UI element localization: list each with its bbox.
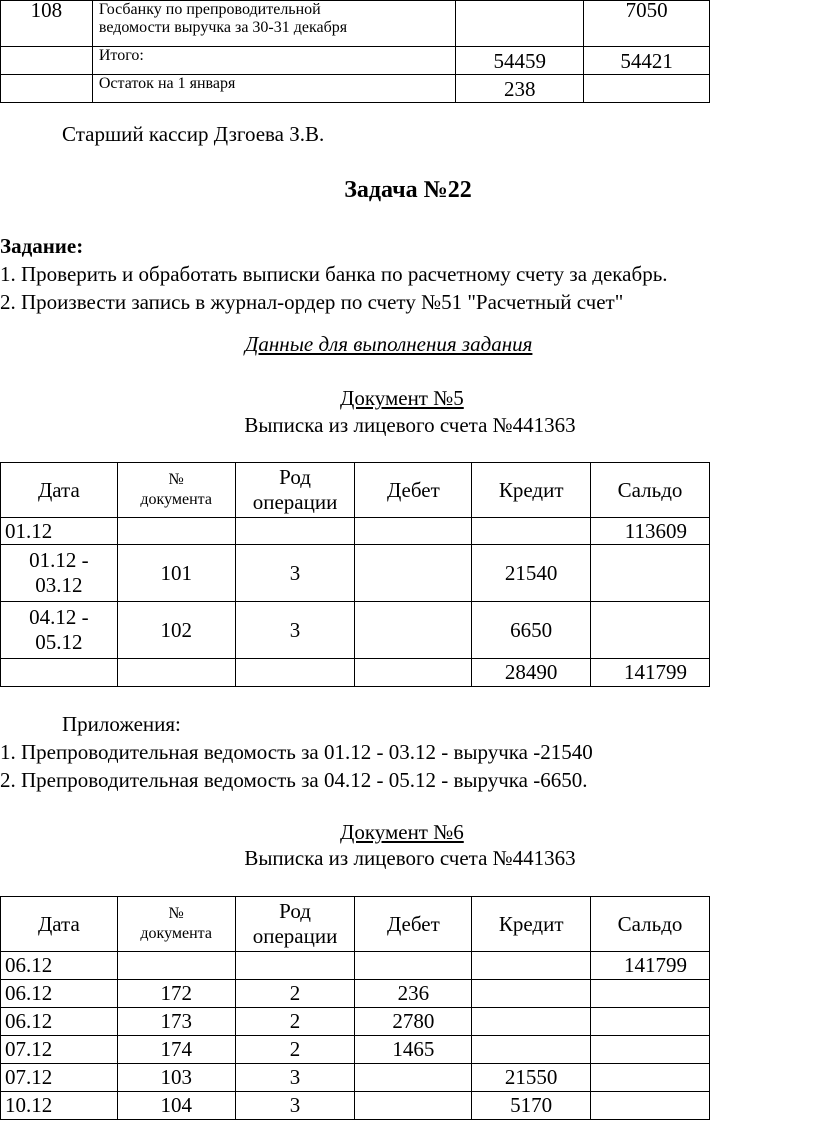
table-row [1,1092,710,1120]
cell-credit [472,952,591,980]
task-title: Задача №22 [344,177,472,203]
header-operation-line: Род [279,899,311,923]
cell-debit: 2780 [355,1008,472,1036]
row-description: Остаток на 1 января [92,75,455,103]
cell-op: 3 [235,602,355,659]
cell-saldo: 113609 [591,518,710,545]
attachments-label: Приложения: [62,712,181,736]
header-operation-line: Род [279,465,311,489]
row-number: 108 [1,1,93,47]
row-description-line: Госбанку по препроводительной [98,1,321,18]
cell-date: 10.12 [1,1092,118,1120]
cell: 54459 [456,47,584,75]
header-date: Дата [1,897,118,952]
header-doc-number-line: № [168,471,184,488]
table-row [1,980,710,1008]
cell-credit: 5170 [472,1092,591,1120]
cell-doc [117,952,235,980]
cell-credit: 6650 [472,602,591,659]
cell-doc: 172 [117,980,235,1008]
table-row [1,518,710,545]
table-row [1,602,710,659]
table-row [1,545,710,602]
cell-debit [355,545,472,602]
cell-doc: 101 [117,545,235,602]
cell-op: 3 [235,1092,355,1120]
table-row [1,1036,710,1064]
cell-saldo [591,1036,710,1064]
assignment-item: 1. Проверить и обработать выписки банка по расчетному счету за декабрь. [0,262,668,286]
header-saldo: Сальдо [591,463,710,518]
cell-saldo: 141799 [591,659,710,687]
cell-debit [355,659,472,687]
cell-credit: 28490 [472,659,591,687]
cell-doc: 102 [117,602,235,659]
header-credit: Кредит [472,463,591,518]
cell [584,75,710,103]
cell-date: 07.12 [1,1064,118,1092]
header-doc-number [117,463,235,518]
cell-date-line: 05.12 [35,630,83,654]
cell-date [1,602,118,659]
cell-date [1,545,118,602]
cell-credit: 21550 [472,1064,591,1092]
table-header-row [1,463,710,518]
header-doc-number-line: документа [140,491,212,508]
cell-op: 2 [235,1008,355,1036]
assignment-label: Задание: [0,234,84,258]
cell-debit [355,518,472,545]
cell: 7050 [584,1,710,47]
cell-op [235,659,355,687]
cell-op [235,952,355,980]
cell-doc: 174 [117,1036,235,1064]
doc5-subtitle: Выписка из лицевого счета №441363 [244,413,576,437]
doc5-title: Документ №5 [340,386,464,410]
row-description: Итого: [92,47,455,75]
header-doc-number-line: № [168,905,184,922]
cell-credit [472,1008,591,1036]
cell-debit [355,1064,472,1092]
header-operation-line: операции [252,490,338,514]
cell-date [1,659,118,687]
attachment-item: 1. Препроводительная ведомость за 01.12 - 03.12 - выручка -21540 [0,740,593,764]
header-operation [235,897,355,952]
cell-credit [472,1036,591,1064]
cell-debit [355,952,472,980]
cell-saldo [591,1008,710,1036]
cell-doc: 173 [117,1008,235,1036]
assignment-item: 2. Произвести запись в журнал-ордер по счету №51 "Расчетный счет" [0,290,624,314]
doc5-table [0,462,710,687]
cell-saldo: 141799 [591,952,710,980]
cell-date-line: 01.12 - [29,548,89,572]
cell-date: 01.12 [1,518,118,545]
header-date: Дата [1,463,118,518]
cell-op: 3 [235,545,355,602]
table-row [1,659,710,687]
table-row [1,47,710,75]
cell-saldo [591,545,710,602]
cell-credit: 21540 [472,545,591,602]
top-table [0,0,710,103]
cell-debit [355,1092,472,1120]
cell-date: 06.12 [1,952,118,980]
header-credit: Кредит [472,897,591,952]
cell-doc [117,659,235,687]
cell-date-line: 04.12 - [29,605,89,629]
row-description-line: ведомости выручка за 30-31 декабря [98,19,348,36]
cell [1,75,93,103]
cell-op [235,518,355,545]
cell-date: 06.12 [1,980,118,1008]
cell-date-line: 03.12 [35,573,83,597]
table-row [1,1064,710,1092]
doc6-table [0,896,710,1120]
cell-credit [472,518,591,545]
cell [1,47,93,75]
cell-debit: 236 [355,980,472,1008]
header-debit: Дебет [355,897,472,952]
data-heading: Данные для выполнения задания [245,332,533,356]
table-header-row [1,897,710,952]
cell-debit [355,602,472,659]
header-debit: Дебет [355,463,472,518]
cell-doc: 104 [117,1092,235,1120]
cell-date: 07.12 [1,1036,118,1064]
cell-doc [117,518,235,545]
cell: 54421 [584,47,710,75]
row-description [92,1,455,47]
cell-doc: 103 [117,1064,235,1092]
cell-saldo [591,602,710,659]
table-row [1,952,710,980]
cell-debit: 1465 [355,1036,472,1064]
attachment-item: 2. Препроводительная ведомость за 04.12 - 05.12 - выручка -6650. [0,768,588,792]
table-row [1,1008,710,1036]
cell-saldo [591,980,710,1008]
table-row [1,75,710,103]
header-operation-line: операции [252,924,338,948]
cell-saldo [591,1092,710,1120]
cell-saldo [591,1064,710,1092]
doc6-subtitle: Выписка из лицевого счета №441363 [244,846,576,870]
cell-date: 06.12 [1,1008,118,1036]
header-operation [235,463,355,518]
header-doc-number [117,897,235,952]
cell [456,1,584,47]
table-row [1,1,710,47]
doc6-title: Документ №6 [340,820,464,844]
cell: 238 [456,75,584,103]
header-doc-number-line: документа [140,925,212,942]
header-saldo: Сальдо [591,897,710,952]
cell-op: 2 [235,980,355,1008]
cell-op: 3 [235,1064,355,1092]
cell-op: 2 [235,1036,355,1064]
cell-credit [472,980,591,1008]
signature: Старший кассир Дзгоева З.В. [62,122,325,146]
